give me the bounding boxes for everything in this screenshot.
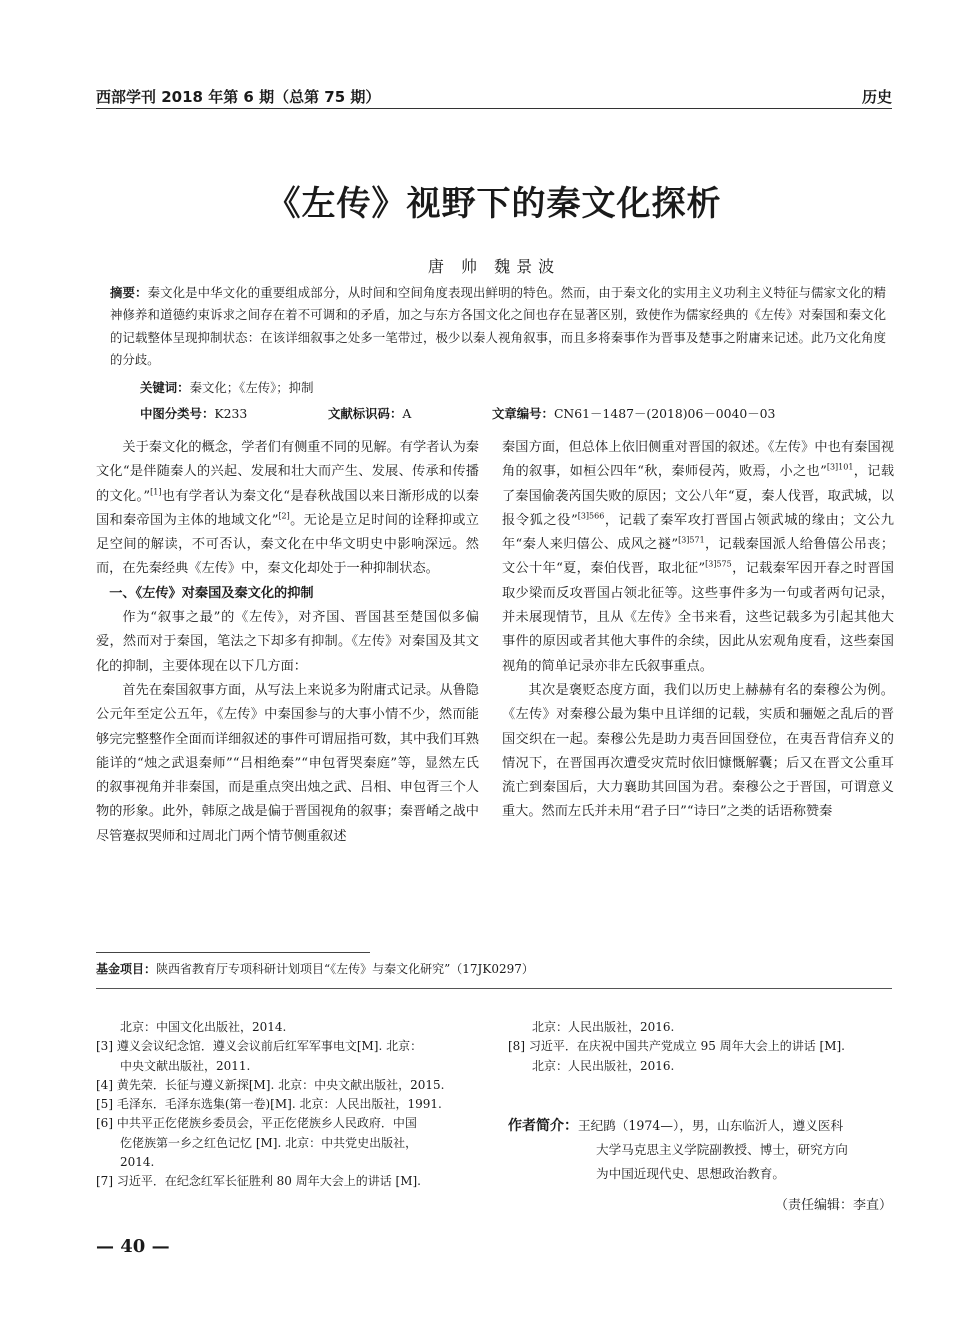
doc-code-value: A (402, 406, 412, 421)
reference-line: [3] 遵义会议纪念馆．遵义会议前后红军军事电文[M]. 北京： (96, 1039, 423, 1054)
keywords-text: 秦文化；《左传》；抑制 (189, 380, 314, 395)
classification-line (140, 404, 886, 424)
references-right (508, 1018, 894, 1076)
paragraph: 关于秦文化的概念，学者们有侧重不同的见解。有学者认为秦文化“是伴随秦人的兴起、发展和壮大而产生、发展、传承和传播的文化。”[1]也有学者认为秦文化“是春秋战国以来日渐形成的以秦国和秦帝国为主体的地域文化”[2]。无论是立足时间的诠释抑或立足空间的解读，不可否认，秦文化在中华文明史中影响深远。然而，在先秦经典《左传》中，秦文化却处于一种抑制状态。 (96, 440, 479, 577)
journal-issue: 西部学刊 2018 年第 6 期（总第 75 期） (96, 88, 381, 106)
reference-line: 2014. (120, 1155, 155, 1170)
article-title: 《左传》视野下的秦文化探析 (266, 184, 722, 224)
section-heading: 一、《左传》对秦国及秦文化的抑制 (109, 585, 314, 601)
funding-label: 基金项目： (96, 962, 157, 976)
page-number: — 40 — (96, 1236, 170, 1257)
abstract-text: 秦文化是中华文化的重要组成部分，从时间和空间角度表现出鲜明的特色。然而，由于秦文化的实用主义功利主义特征与儒家文化的精神修养和道德约束诉求之间存在着不可调和的矛盾，加之与东方各国文化之间也存在显著区别，致使作为儒家经典的《左传》对秦国和秦文化的记载整体呈现抑制状态：在该详细叙事之处多一笔带过，极少以秦人视角叙事，而且多将秦事作为晋事及楚事之附庸来记述。此乃文化角度的分歧。 (110, 285, 887, 367)
reference-line: [4] 黄先荣．长征与遵义新探[M]. 北京：中央文献出版社，2015. (96, 1077, 445, 1092)
funding-rule (96, 988, 892, 989)
paragraph: 首先在秦国叙事方面，从写法上来说多为附庸式记录。从鲁隐公元年至定公五年，《左传》中秦国参与的大事小情不少，然而能够完完整整作全面而详细叙述的事件可谓屈指可数，其中我们耳熟能详的“烛之武退秦师”“吕相绝秦”“申包胥哭秦庭”等，显然左氏的叙事视角并非秦国，而是重点突出烛之武、吕相、申包胥三个人物的形象。此外，韩原之战是偏于晋国视角的叙事；秦晋崤之战中尽管蹇叔哭师和过周北门两个情节侧重叙述 (96, 682, 479, 844)
reference-line: 仡佬族第一乡之红色记忆 [M]. 北京：中共党史出版社， (120, 1135, 418, 1150)
header-rule (96, 108, 892, 109)
funding-text: 陕西省教育厅专项科研计划项目“《左传》与秦文化研究”（17JK0297） (156, 962, 534, 976)
reference-line: [6] 中共平正仡佬族乡委员会，平正仡佬族乡人民政府．中国 (96, 1116, 417, 1131)
bio-line: 大学马克思主义学院副教授、博士，研究方向 (596, 1142, 848, 1157)
reference-line: 北京：中国文化出版社，2014. (120, 1020, 287, 1034)
article-id-label: 文章编号： (492, 406, 554, 421)
bio-line: 为中国近现代史、思想政治教育。 (596, 1166, 785, 1181)
bio-label: 作者简介： (508, 1118, 578, 1134)
reference-line: 中央文献出版社，2011. (120, 1058, 251, 1073)
body-column-left (96, 436, 479, 928)
author-bio (508, 1114, 894, 1186)
reference-line: [8] 习近平．在庆祝中国共产党成立 95 周年大会上的讲话 [M]. (508, 1039, 845, 1054)
article-authors: 唐 帅 魏景波 (427, 257, 561, 276)
clc-value: K233 (214, 406, 248, 421)
responsible-editor: （责任编辑：李直） (774, 1198, 892, 1213)
section-name: 历史 (861, 88, 892, 106)
body-column-right (502, 436, 894, 928)
reference-line: 北京：人民出版社，2016. (532, 1058, 675, 1073)
reference-line: [7] 习近平．在纪念红军长征胜利 80 周年大会上的讲话 [M]. (96, 1174, 421, 1189)
funding-note (96, 960, 892, 977)
article-id-value: CN61－1487－(2018)06－0040－03 (553, 406, 776, 421)
paragraph: 其次是褒贬态度方面，我们以历史上赫赫有名的秦穆公为例。《左传》对秦穆公最为集中且详细的记载，实质和骊姬之乱后的晋国交织在一起。秦穆公先是助力夷吾回国登位，在夷吾背信弃义的情况下，在晋国再次遭受灾荒时依旧慷慨解囊；后又在晋文公重耳流亡到秦国后，大力襄助其回国为君。秦穆公之于晋国，可谓意义重大。然而左氏并未用“君子曰”“诗曰”之类的话语称赞秦 (502, 682, 894, 820)
references-left (96, 1018, 486, 1192)
footnote-rule (96, 952, 370, 953)
paragraph: 秦国方面，但总体上依旧侧重对晋国的叙述。《左传》中也有秦国视角的叙事，如桓公四年“秋，秦师侵芮，败焉，小之也”$^{[3]101}$，记载了秦国偷袭芮国失败的原因；文公八年“夏，秦人伐晋，取武城，以报令狐之役”$^{[3]566}$，记载了秦军攻打晋国占领武城的缘由；文公九年“秦人来归僖公、成风之襚”$^{[3]571}$，记载秦国派人给鲁僖公吊丧；文公十年“夏，秦伯伐晋，取北征”$^{[3]575}$，记载秦军因开春之时晋国取少梁而反攻晋国占领北征等。这些事件多为一句或者两句记录，并未展现情节，且从《左传》全书来看，这些记载多为引起其他大事件的原因或者其他大事件的余续，因此从宏观角度看，这些秦国视角的简单记录亦非左氏叙事重点。 (502, 440, 895, 674)
reference-line: 北京：人民出版社，2016. (532, 1020, 675, 1034)
keywords-label: 关键词： (140, 380, 190, 395)
reference-line: [5] 毛泽东．毛泽东选集(第一卷)[M]. 北京：人民出版社，1991. (96, 1097, 442, 1112)
bio-line: 王纪鹍（1974—），男，山东临沂人，遵义医科 (578, 1118, 844, 1133)
keywords (140, 378, 313, 396)
clc-label: 中图分类号： (140, 406, 215, 421)
paragraph: 作为“叙事之最”的《左传》，对齐国、晋国甚至楚国似多偏爱，然而对于秦国，笔法之下却多有抑制。《左传》对秦国及其文化的抑制，主要体现在以下几方面： (96, 610, 479, 674)
doc-code-label: 文献标识码： (328, 406, 403, 421)
abstract (110, 282, 886, 371)
abstract-label: 摘要： (110, 285, 148, 300)
running-header (96, 84, 892, 114)
